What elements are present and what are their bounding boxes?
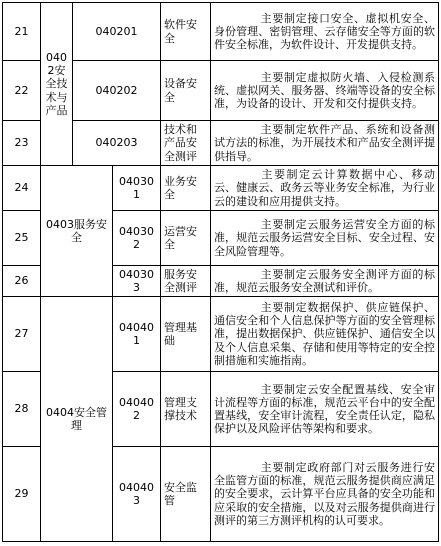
table-row bbox=[3, 3, 439, 61]
name-cell: 技术和产品安全测评 bbox=[161, 121, 211, 166]
group-cell-0402: 0402安全技术与产品 bbox=[41, 3, 73, 166]
description-cell bbox=[211, 166, 439, 211]
name-cell: 业务安全 bbox=[161, 166, 211, 211]
description-cell bbox=[211, 3, 439, 61]
name-cell: 管理基础 bbox=[161, 297, 211, 372]
standards-table bbox=[2, 2, 439, 542]
row-number: 28 bbox=[3, 372, 41, 447]
code-cell: 040301 bbox=[113, 166, 161, 211]
name-cell: 设备安全 bbox=[161, 61, 211, 121]
description-text: 主要制定接口安全、虚拟机安全、身份管理、密钥管理、云存储安全等方面的软件安全标准，为软件设计、开发提供支持。 bbox=[214, 11, 435, 52]
name-cell: 管理支撑技术 bbox=[161, 372, 211, 447]
description-cell bbox=[211, 297, 439, 372]
description-text: 主要制定云服务运营安全方面的标准，规范云服务运营安全目标、安全过程、安全风险管理等。 bbox=[214, 218, 435, 258]
row-number: 23 bbox=[3, 121, 41, 166]
table-row bbox=[3, 297, 439, 372]
description-cell bbox=[211, 447, 439, 542]
row-number: 26 bbox=[3, 266, 41, 297]
description-text: 主要制定云计算数据中心、移动云、健康云、政务云等业务安全标准，为行业云的建设和应用提供支持。 bbox=[214, 168, 435, 208]
description-cell bbox=[211, 211, 439, 266]
description-cell bbox=[211, 121, 439, 166]
table-row bbox=[3, 166, 439, 211]
group-cell-0404: 0404安全管理 bbox=[41, 297, 113, 542]
group-cell-0403: 0403服务安全 bbox=[41, 166, 113, 297]
description-cell bbox=[211, 372, 439, 447]
description-text: 主要制定云安全配置基线、安全审计流程等方面的标准，规范云平台中的安全配置基线，安全审计流程，安全责任认定，隐私保护以及风险评估等架构和要求。 bbox=[214, 382, 435, 436]
description-cell bbox=[211, 266, 439, 297]
code-cell: 040403 bbox=[113, 447, 161, 542]
code-cell: 040202 bbox=[73, 61, 161, 121]
code-cell: 040401 bbox=[113, 297, 161, 372]
row-number: 29 bbox=[3, 447, 41, 542]
name-cell: 软件安全 bbox=[161, 3, 211, 61]
code-cell: 040201 bbox=[73, 3, 161, 61]
description-text: 主要制定数据保护、供应链保护、通信安全和个人信息保护等方面的安全管理标准，提出数据保护、供应链保护、通信安全以及个人信息采集、存储和使用等特定的安全控制措施和实施指南。 bbox=[214, 300, 435, 367]
name-cell: 安全监管 bbox=[161, 447, 211, 542]
code-cell: 040203 bbox=[73, 121, 161, 166]
code-cell: 040402 bbox=[113, 372, 161, 447]
row-number: 21 bbox=[3, 3, 41, 61]
row-number: 24 bbox=[3, 166, 41, 211]
row-number: 25 bbox=[3, 211, 41, 266]
code-cell: 040302 bbox=[113, 211, 161, 266]
row-number: 22 bbox=[3, 61, 41, 121]
code-cell: 040303 bbox=[113, 266, 161, 297]
description-text: 主要制定虚拟防火墙、入侵检测系统、虚拟网关、服务器、终端等设备的安全标准，为设备的设计、开发和交付提供支持。 bbox=[214, 70, 435, 111]
description-text: 主要制定云服务安全测评方面的标准，规范云服务安全测试和评价。 bbox=[214, 267, 435, 294]
description-text: 主要制定软件产品、系统和设备测试方法的标准，为开展技术和产品安全测评提供指导。 bbox=[214, 123, 435, 163]
name-cell: 服务安全测评 bbox=[161, 266, 211, 297]
description-cell bbox=[211, 61, 439, 121]
description-text: 主要制定政府部门对云服务进行安全监管方面的标准，规范云服务提供商应满足的安全要求，云计算平台应具备的安全功能和应采取的安全措施，以及对云服务提供商进行测评的第三方测评机构的认可要求。 bbox=[214, 460, 435, 527]
name-cell: 运营安全 bbox=[161, 211, 211, 266]
row-number: 27 bbox=[3, 297, 41, 372]
